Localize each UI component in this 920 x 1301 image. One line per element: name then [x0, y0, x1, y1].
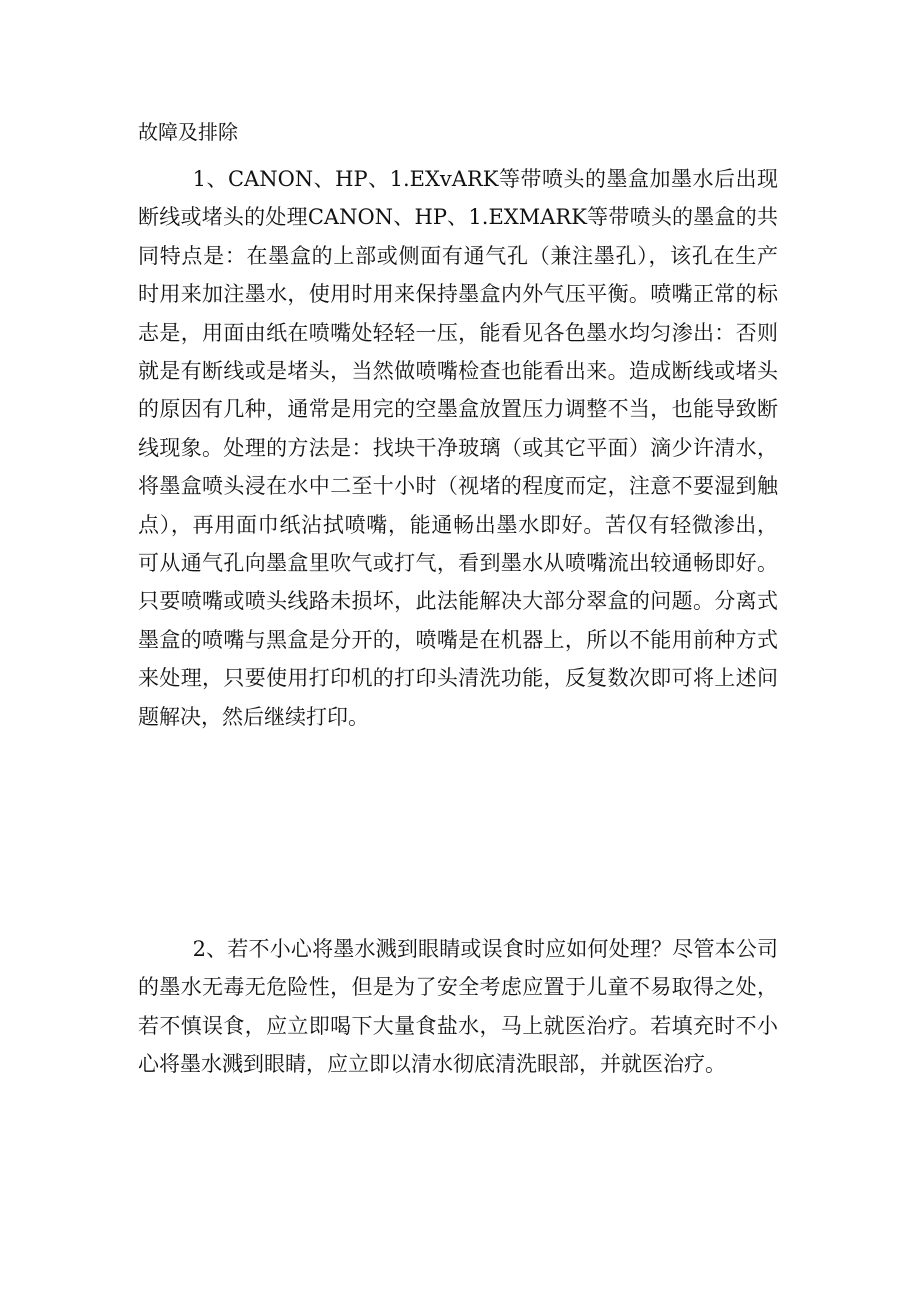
- paragraph-ink-safety: 2、若不小心将墨水溅到眼睛或误食时应如何处理？尽管本公司的墨水无毒无危险性，但是为了安全考虑应置于儿童不易取得之处，若不慎误食，应立即喝下大量食盐水，马上就医治疗。若填充时不小心将墨水溅到眼睛，应立即以清水彻底清洗眼部，并就医治疗。: [138, 937, 778, 1077]
- document-heading: 故障及排除: [138, 120, 238, 144]
- paragraph-troubleshooting-clog: 1、CANON、HP、1.EXvARK等带喷头的墨盒加墨水后出现断线或堵头的处理CANON、HP、1.EXMARK等带喷头的墨盒的共同特点是：在墨盒的上部或侧面有通气孔（兼注墨孔），该孔在生产时用来加注墨水，使用时用来保持墨盒内外气压平衡。喷嘴正常的标志是，用面由纸在喷嘴处轻轻一压，能看见各色墨水均匀渗出：否则就是有断线或是堵头，当然做喷嘴检查也能看出来。造成断线或堵头的原因有几种，通常是用完的空墨盒放置压力调整不当，也能导致断线现象。处理的方法是：找块干净玻璃（或其它平面）滴少许清水，将墨盒喷头浸在水中二至十小时（视堵的程度而定，注意不要湿到触点），再用面巾纸沾拭喷嘴，能通畅出墨水即好。苦仅有轻微渗出，可从通气孔向墨盒里吹气或打气，看到墨水从喷嘴流出较通畅即好。只要喷嘴或喷头线路未损坏，此法能解决大部分翠盒的问题。分离式墨盒的喷嘴与黑盒是分开的，喷嘴是在机器上，所以不能用前种方式来处理，只要使用打印机的打印头清洗功能，反复数次即可将上述问题解决，然后继续打印。: [138, 167, 778, 729]
